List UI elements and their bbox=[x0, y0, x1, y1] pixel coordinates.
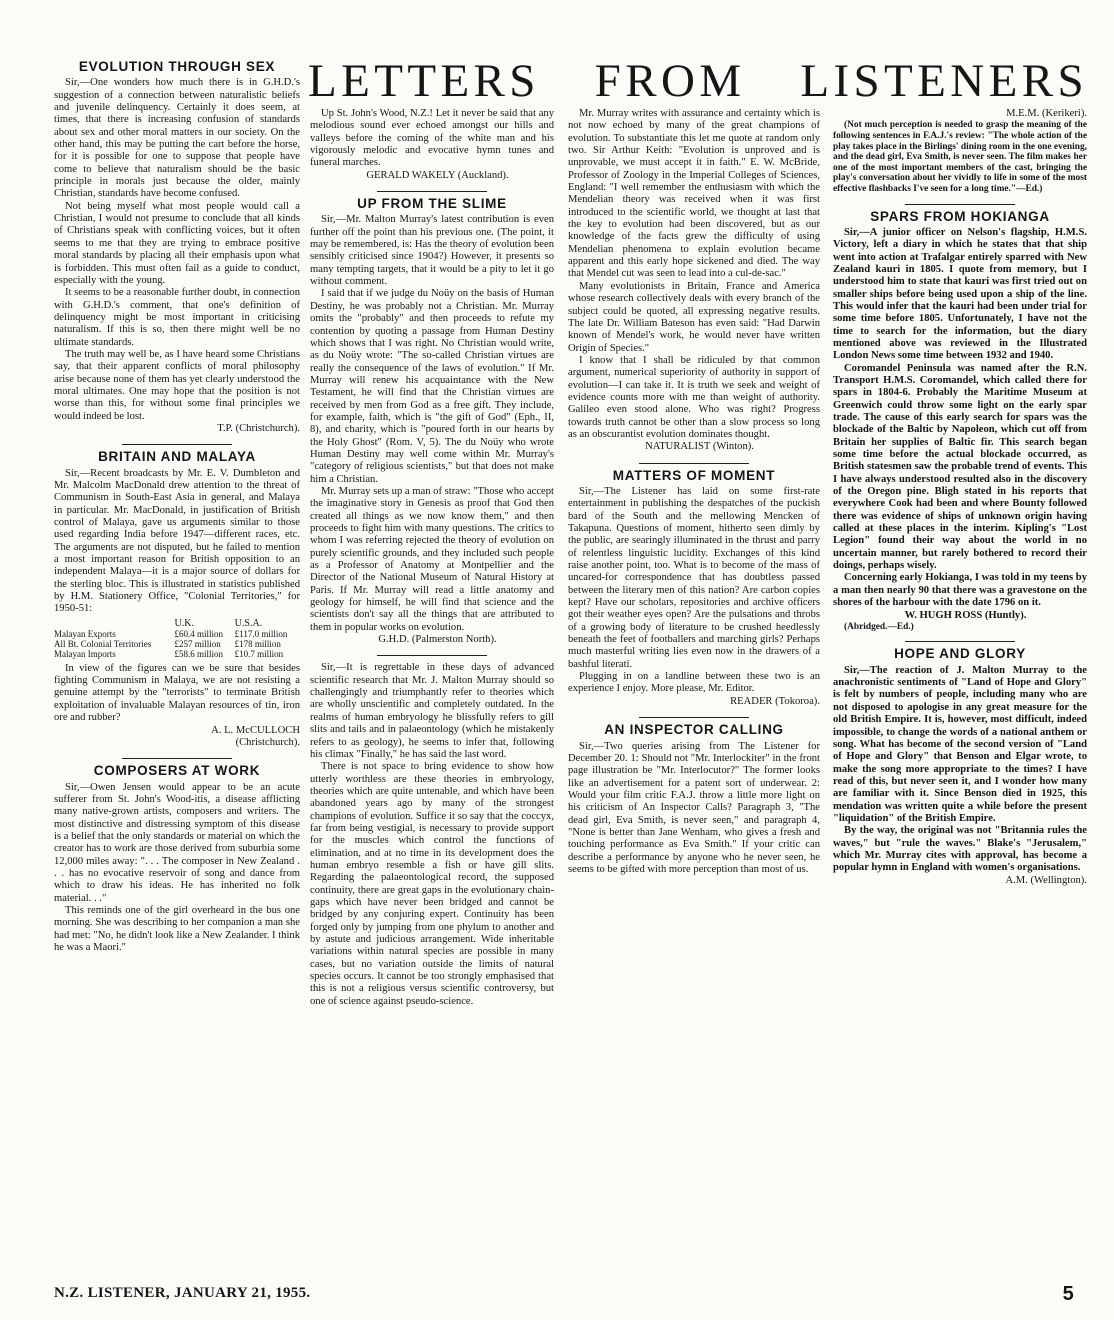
column-2 bbox=[310, 108, 554, 1008]
letter-paragraph: I said that if we judge du Noüy on the basis of Human Destiny, he was probably not a Christian. Mr. Murray omits the "probably" and then proceeds to refute my contention by quoting a passage from Human Destiny which shows that I was right. No Christian would write, as du Noüy wrote: "The so-called Christian virtues are really the consequence of the laws of evolution." If Mr. Murray will renew his acquaintance with the New Testament, he will find that the Christian virtues are received by men from God as a free gift. They include, for example, faith, which is "the gift of God" (Eph., II, 8), and charity, which is "poured forth in our hearts by the Holy Ghost" (Rom. V, 5). The du Noüy who wrote Human Destiny may well come within Mr. Murray's "category of religious scientists," but that does not make him a Christian. bbox=[310, 288, 554, 485]
letter-paragraph: Sir,—One wonders how much there is in G.H.D.'s suggestion of a connection between naturalistic beliefs and juvenile delinquency. Certainly it does seem, at times, that there is increasing confusion of standards about sex and other moral matters in our society. On the other hand, this may be putting the cart before the horse, for it is possible for one to suppose that people have come to believe that naturalism should be the basic principle in morals just because the older, mainly Christian, standards have become confused. bbox=[54, 77, 300, 200]
divider bbox=[639, 463, 749, 464]
letter-signature: GERALD WAKELY (Auckland). bbox=[366, 169, 509, 181]
letter-title: HOPE AND GLORY bbox=[894, 646, 1026, 662]
letter-title: AN INSPECTOR CALLING bbox=[604, 722, 784, 738]
letter-paragraph: Sir,—Two queries arising from The Listener for December 20. 1: Should not "Mr. Interlockiter" in the front page illustration be "Mr. Interlocutor?" The former looks like an advertisement for a patent sort of underwear. 2: Would your film critic F.A.J. throw a little more light on his criticism of An Inspector Calls? Paragraph 3, "The dead girl, Eva Smith, is never seen," and paragraph 4, "None is better than Jane Wenham, who gives a fresh and touching performance as Eva Smith." If your critic can describe a performance by anyone who he never seen, he seems to be gifted with more perception than most of us. bbox=[568, 740, 820, 875]
letter-signature: READER (Tokoroa). bbox=[730, 695, 820, 707]
letter-paragraph: Many evolutionists in Britain, France and America whose research collectively deals with every branch of the subject could be quoted, all expressing negative results. The late Dr. William Bateson has even said: "Had Darwin known of Mendel's work, he would never have written Origin of Species." bbox=[568, 280, 820, 354]
column-4 bbox=[833, 108, 1087, 887]
masthead-word: FROM bbox=[594, 55, 746, 107]
letter-paragraph: Mr. Murray writes with assurance and certainty which is not now echoed by many of the great champions of evolution. To substantiate this let me quote at random only two. Sir Arthur Keith: "Evolution is unproved and is unprovable, we must accept it in faith." E. W. McBride, Professor of Zoology in the Imperial Colleges of Sciences, England: "I well remember the enthusiasm with which the Mendelian theory was received when it was first introduced to the scientific world, we thought at last that the key to evolution had been discovered, but as our knowledge of the facts grew the difficulty of using Mendelian phenomena to explain evolution became apparent and this early hope sickened and died. The way that Mendel cut was seen to lead into a cul-de-sac." bbox=[568, 108, 820, 280]
letter-place: (Christchurch). bbox=[235, 736, 300, 748]
letter-paragraph: I know that I shall be ridiculed by that common argument, numerical superiority of authority in support of evolution—I can take it. It is truth we seek and weight of evidence counts more with me than weight of authority. Galileo even stood alone. Who was right? Progress towards truth cannot be other than a slow process so long as an obscurantist evolution dominates thought. bbox=[568, 354, 820, 440]
masthead-word: LISTENERS bbox=[800, 55, 1088, 107]
trade-uk: £257 million bbox=[174, 638, 221, 649]
trade-usa: £178 million bbox=[234, 638, 281, 649]
letter-paragraph: Coromandel Peninsula was named after the R.N. Transport H.M.S. Coromandel, which called there for spars in 1804-6. Probably the Maritime Museum at Greenwich could throw some light on the early spar trade. The cause of this early search for spars was the blockade of the Baltic by Napoleon, which cut off from Britain her supplies of Baltic fir. This search began some time before the actual blockade occurred, as British statesmen saw the probable trend of events. This I have always understood resulted also in the discovery of the Oregon pine. Bligh stated in his reports that everywhere Cook had been and where Bounty followed there was evidence of ships of unknown origin having called at these places in the interim. Kipling's "Lost Legion" found their way about the world in no uncertain manner, but rarely bothered to record their doings, perhaps wisely. bbox=[833, 362, 1087, 572]
divider bbox=[905, 641, 1015, 642]
divider bbox=[377, 191, 487, 192]
letter-paragraph: Sir,—A junior officer on Nelson's flagship, H.M.S. Victory, left a diary in which he states that that ship went into action at Trafalgar entirely sparred with New Zealand kauri in 1805. I quote from memory, but I understood him to state that kauri was first tried out on smaller ships before being used upon a ship of the line. This would infer that the kauri had been under trial for some time before 1805. Unfortunately, I have not the time to search for the information, but the diary mentioned above was reviewed in the Illustrated London News some time between 1932 and 1940. bbox=[833, 226, 1087, 362]
letter-paragraph: Sir,—The reaction of J. Malton Murray to the anachronistic sentiments of "Land of Hope and Glory" is felt by numbers of people, including many who are not disposed to apologise in any great measure for the old British Empire. It is, however, most difficult, indeed impossible, to change the words of a national anthem or song. What has become of the second version of "Land of Hope and Glory" that Benson and Elgar wrote, to make the song more appropriate to the times? I have read of this, but never seen it, and I wonder how many are familiar with it. Since Benson died in 1925, this mendation was written quite a while before the present "liquidation" of the British Empire. bbox=[833, 664, 1087, 824]
letter-paragraph: Sir,—Recent broadcasts by Mr. E. V. Dumbleton and Mr. Malcolm MacDonald drew attention to the threat of Communism in South-East Asia in general, and Malaya in particular. Mr. MacDonald, in justification of British control of Malaya, gave us arguments similar to those used regarding India before 1947—different races, etc. The arguments are not disputed, but he failed to mention a most important reason for British opposition to an independent Malaya—it is a major source of dollars for the sterling bloc. This is illustrated in statistics published by H.M. Stationery Office, "Colonial Territories," for 1950-51: bbox=[54, 467, 300, 615]
letter-paragraph: Mr. Murray sets up a man of straw: "Those who accept the imaginative story in Genesis as proof that God then created all things as we now know them," and then proceeds to fight him with many questions. The critics to whom I was referring rejected the theory of evolution on purely scientific grounds, and they included such people as a Professor of Anatomy at Montpellier and the Director of the National Museum of Natural History at Paris. If Mr. Murray will read a little anatomy and geology for himself, he will find that science and the scientists don't say all the things that are attributed to them in popular works on evolution. bbox=[310, 485, 554, 633]
trade-table bbox=[54, 619, 300, 659]
letter-signature: G.H.D. (Palmerston North). bbox=[378, 634, 497, 646]
letter-paragraph: There is not space to bring evidence to show how utterly worthless are these theories in embryology, theories which are quite untenable, and which have been abandoned years ago by many of the strongest champions of evolution. Suffice it so say that the coccyx, far from being vestigial, is necessary to provide support for the muscles which control the functions of elimination, and at no time in its development does the human embryo resemble a fish or have gill slits. Regarding the palaeontological record, the supposed continuity, there are great gaps in the evolutionary chain-gaps which have never been bridged and cannot be bridged by any conjuring expert. Continuity has been forged only by jumping from one phylum to another and by astute and judicious arrangement. Wide inheritable variations within natural species are possible in many cases, but no variation outside the limits of natural species occurs. It cannot be too strongly emphasised that this is not a religious versus scientific controversy, but one of science against pseudo-science. bbox=[310, 761, 554, 1007]
trade-label: All Bt. Colonial Territories bbox=[54, 638, 152, 649]
masthead bbox=[308, 57, 1088, 105]
column-3 bbox=[568, 108, 820, 876]
letter-title: MATTERS OF MOMENT bbox=[612, 467, 776, 483]
letter-paragraph: Sir,—Mr. Malton Murray's latest contribution is even further off the point than his previous one. (The point, it may be remembered, is: Has the theory of evolution been sensibly criticised since 1904?) However, it presents so many tempting targets, that it would be a pity to let it go without comment. bbox=[310, 214, 554, 288]
letter-paragraph: Up St. John's Wood, N.Z.! Let it never be said that any melodious sound ever echoed amongst our hills and valleys before the coming of the white man and his vigorously melodic and evocative hymn tunes and funeral marches. bbox=[310, 108, 554, 169]
trade-header: U.K. bbox=[174, 617, 194, 629]
letter-paragraph: Sir,—It is regrettable in these days of advanced scientific research that Mr. J. Malton Murray should so challengingly and triumphantly refer to theories which are wholly unscientific and completely outdated. In the realms of human embryology he blissfully refers to gill slits and tails and in palaeontology (which he mistakenly refers to as geology), he seems to infer that, following his climax "Finally," he has said the last word. bbox=[310, 662, 554, 760]
trade-label: Malayan Imports bbox=[54, 648, 116, 659]
trade-row bbox=[54, 629, 300, 639]
letter-paragraph: Sir,—Owen Jensen would appear to be an acute sufferer from St. John's Wood-itis, a disease afflicting many native-grown artists, composers and writers. The most distinctive and distressing symptom of this disease is a belief that the only standards or material on which the creator has to work are those derived from suburbia some 12,000 miles away: ". . . The composer in New Zealand . . . has no evocative reservoir of song and dance from which to draw his ideas. He has inherited no folk material. . ." bbox=[54, 781, 300, 904]
trade-uk: £58.6 million bbox=[174, 648, 224, 659]
divider bbox=[905, 204, 1015, 205]
page-footer bbox=[54, 1283, 1074, 1305]
divider bbox=[639, 717, 749, 718]
letter-title: SPARS FROM HOKIANGA bbox=[870, 208, 1050, 224]
trade-row bbox=[54, 639, 300, 649]
trade-header: U.S.A. bbox=[234, 617, 263, 629]
letter-signature: A. L. McCULLOCH bbox=[211, 724, 300, 736]
letter-title: EVOLUTION THROUGH SEX bbox=[78, 59, 276, 74]
page-number: 5 bbox=[1062, 1283, 1074, 1305]
letter-paragraph: In view of the figures can we be sure that besides fighting Communism in Malaya, we are not resisting a genuine attempt by the "terrorists" to terminate British exploitation of invaluable Malayan resources of tin, iron ore and rubber? bbox=[54, 662, 300, 724]
editor-note: (Not much perception is needed to grasp the meaning of the following sentences in F.A.J.'s review: "The whole action of the play takes place in the Birlings' dining room in the one evening, and the dead girl, Eva Smith, is never seen. The film makes her one of the most important members of the cast, bringing the play's conversation about her vividly to life in some of the most effective flashbacks I've seen for a long time."—Ed.) bbox=[833, 120, 1087, 194]
letter-paragraph: By the way, the original was not "Britannia rules the waves," but "rule the waves." Blake's "Jerusalem," which Mr. Murray cites with approval, has become a popular hymn in England with women's organisations. bbox=[833, 825, 1087, 874]
letter-signature: A.M. (Wellington). bbox=[1005, 874, 1087, 886]
divider bbox=[122, 758, 232, 759]
letter-title: UP FROM THE SLIME bbox=[357, 196, 507, 212]
letter-paragraph: Plugging in on a landline between these two is an experience I enjoy. More please, Mr. Editor. bbox=[568, 671, 820, 695]
letter-paragraph: Sir,—The Listener has laid on some first-rate entertainment in publishing the despatches of the puckish bard of the South and the mellowing Mencken of Takapuna. Questions of moment, hitherto seen dimly by the public, are searingly illuminated in the thrust and parry of relentless linguistic lucidity. Exchanges of this kind raise another point, too. What is to become of the mass of uncared-for correspondence that has doubtless passed between the literary men of this nation? Are carbon copies kept? Have our scholars, repositories and archive officers got their weather eyes open? Are the pulsations and throbs of a growing body of literature to be crushed heedlessly beneath the feet of footballers and marching girls? Perhaps much masterful writing lies even now in the drawers of a bashful literati. bbox=[568, 485, 820, 670]
trade-usa: £10.7 million bbox=[234, 648, 284, 659]
letter-paragraph: The truth may well be, as I have heard some Christians say, that their apparent conflicts of moral philosophy arise because none of them has yet clearly understood the moral ultimates. One may hope that the position is not worse than this, for without some final principles we would indeed be lost. bbox=[54, 348, 300, 422]
letter-paragraph: Concerning early Hokianga, I was told in my teens by a man then nearly 90 that there was a gravestone on the shores of the harbour with the date 1796 on it. bbox=[833, 572, 1087, 609]
divider bbox=[122, 444, 232, 445]
trade-label: Malayan Exports bbox=[54, 628, 116, 639]
trade-uk: £60.4 million bbox=[174, 628, 224, 639]
letter-signature: W. HUGH ROSS (Huntly). bbox=[904, 609, 1027, 621]
letter-title: BRITAIN AND MALAYA bbox=[98, 449, 256, 465]
trade-row bbox=[54, 649, 300, 659]
letter-paragraph: Not being myself what most people would call a Christian, I would not presume to conclude that all kinds of Christians speak with conflicting voices, but it often seems to me that they are trying to embrace positive moral standards by placing all their emphasis upon what is forbidden. This must often fail as a guide to conduct, especially with the young. bbox=[54, 200, 300, 286]
masthead-word: LETTERS bbox=[308, 55, 540, 107]
letter-signature: T.P. (Christchurch). bbox=[217, 422, 300, 434]
trade-header bbox=[54, 619, 175, 629]
column-1 bbox=[54, 58, 300, 954]
publication-line: N.Z. LISTENER, JANUARY 21, 1955. bbox=[54, 1285, 311, 1301]
letter-signature: NATURALIST (Winton). bbox=[645, 441, 754, 453]
divider bbox=[377, 655, 487, 656]
letter-signature: M.E.M. (Kerikeri). bbox=[1006, 108, 1087, 119]
trade-usa: £117.0 million bbox=[234, 628, 288, 639]
letter-title: COMPOSERS AT WORK bbox=[93, 763, 261, 779]
letter-paragraph: It seems to be a reasonable further doubt, in connection with G.H.D.'s comment, that one's definition of delinquency might be most important in criticising naturalism. If this is so, then there might well be no ultimate standards. bbox=[54, 287, 300, 348]
editor-note: (Abridged.—Ed.) bbox=[844, 621, 914, 632]
letter-paragraph: This reminds one of the girl overheard in the bus one morning. She was describing to her companion a man she had met: "No, he didn't look like a New Zealander. I think he was a Maori." bbox=[54, 904, 300, 953]
